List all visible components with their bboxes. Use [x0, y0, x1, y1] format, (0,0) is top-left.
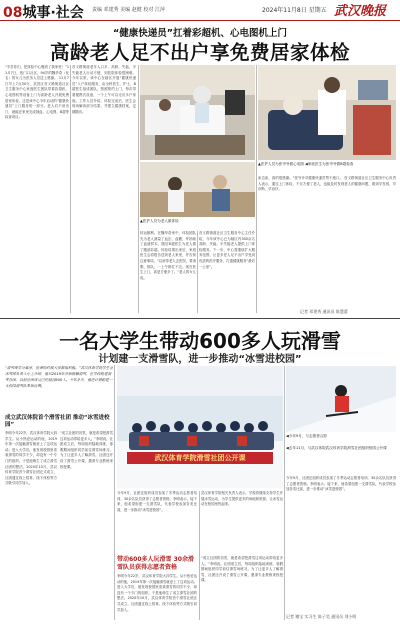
- column-rule: [284, 366, 285, 620]
- issue-date: 2024年11月8日 星期五: [262, 7, 327, 14]
- story2-lead: “滑雪课学分难拿，抢课的时候大家都很积极。”武汉体育学院学生会冰雪部负责人小王介绍，他从2019年开始接触滑雪，在学校组建滑雪社团，目前社团成员已经超过600人。今年冬天，他还计划组建一支校园滑雪队参加比赛。: [5, 366, 113, 388]
- story1-column-5: 床边床，真的很感谢。”张爷爷对健康快递员赞不绝口。 首义路街道社区卫生服务中心负责人表示，通过上门体检，不仅方便了老人，也能及时发现老人的健康问题，做到早发现、早诊断、早治疗。: [258, 176, 396, 192]
- column-rule: [199, 491, 200, 620]
- story1-photo-ecg: [258, 65, 396, 160]
- story2-headline: 一名大学生带动600多人玩滑雪: [59, 329, 341, 353]
- story1-column-4: 首义路街道社区卫生服务中心主任介绍，今年该中心已为辖区内300余名高龄、失能、半失能老人提供上门体检服务。下一步，中心将继续扩大服务范围，让更多老人足不出户享受到优质的医疗服务，打通健康服务“最后一公里”。: [199, 231, 255, 269]
- story1-headline: 高龄老人足不出户享免费居家体检: [49, 41, 350, 64]
- section-title: [3, 2, 84, 22]
- page-number: 08: [3, 5, 23, 21]
- story1-column-3: 转运顺利。在魏华奇家中，体检团队先为老人测量了血压、血糖，并抽取了血液样本，随后B超医生为老人做了腹部彩超。体检结果出来后，家庭医生会将报告送到老人家里，并告知注意事项。“以前带老人去医院，要请假、排队，一上午都忙不完。现在医生上门，真是方便多了。”老人的女儿说。: [140, 231, 196, 280]
- story2-column-3: 今年9月，社团还组织成员参加了冬季运动志愿者培训，30余名队员获得了志愿者资格。李明表示，接下来，他希望组建一支滑雪队，代表学校参加各类比赛，进一步推动“冰雪进校园”。: [117, 491, 197, 512]
- story1-column-2: 首义路街道老年人口多，高龄、失能、半失能老人行动不便，到医院体检很困难。今年以来，该中心在辖区开展“健康快递员”入户体检服务，由全科医生、护士、B超医生组成团队，按照预约上门，每次带着便携式设备，一个上午可以走访多户家庭。工作人员介绍，体检完成后，医生会现场解读部分结果，并建立健康档案，定期随访。: [72, 65, 136, 114]
- story2-column-2: “成立社团的初衷，就是希望把滑雪这项运动带给更多人。”李明说。社团成立后，每周组织陆地训练，寒假期间组织同学前往滑雪场练习。为了让更多人了解滑雪，社团还开设了滑雪公开课，邀请专业教练来校授课。: [60, 431, 113, 469]
- story1-credit: 记者 邓建秀 通讯员 陈慧蕾: [300, 309, 348, 314]
- story1-column-1: “辛苦你们，把体检中心搬到了我家里！”11月7日，热门口社区，94岁的魏华奇（化名）的女儿为医务人员送上感谢。 11月7日早上7点30分，武昌区首义路街道社区卫生服务中心家庭医生团队带着彩超机、心电图机等设备上门为高龄老人开展免费居家体检，这是该中心今年启动的“健康快递员”上门服务的一部分。老人们不用出门，就能在家里完成抽血、心电图、B超等检查项目。: [5, 65, 69, 120]
- story2-column-4: 武汉体育学院相关负责人表示，学校将继续支持学生开展冰雪运动，为学生提供更多的场地和资源，让冰雪运动在校园里热起来。: [201, 491, 283, 507]
- editors-line: 责编 邓建秀 美编 赵健 校对 江萍: [92, 7, 165, 13]
- divider: [0, 318, 400, 319]
- story2-kicker: 计划建一支滑雪队，进一步推动“冰雪进校园”: [98, 354, 302, 365]
- story2-column-5: 李明今年22岁，武汉体育学院大四学生。从小热爱运动的他，2019年第一次接触滑雪就爱上了这项运动。进入大学后，他发现校园里喜欢滑雪的同学不少，却没有一个专门的组织。于是他萌生了成立滑雪社团的想法。2020年10月，武汉体育学院首个滑雪社团正式成立，社团通过线上招募、线下体验等方式吸引同学加入。: [117, 574, 197, 612]
- story1-caption-1: ▲医护人员为张爷爷做心电图 ◀家庭医生为张爷爷做B超检查: [258, 162, 354, 166]
- page-header: [0, 0, 400, 21]
- section-name: 城事·社会: [22, 5, 84, 21]
- newspaper-logo: 武汉晚报: [334, 4, 387, 19]
- column-rule: [70, 65, 71, 313]
- story1-caption-2: ▲医护人员为老人做体检: [140, 219, 179, 223]
- club-banner: 武汉体育学院滑雪社团公开课: [154, 454, 246, 462]
- column-rule: [114, 365, 115, 620]
- story2-box-head: 成立武汉体院首个滑雪社团 推动“冰雪进校园”: [5, 415, 110, 428]
- column-rule: [197, 231, 198, 313]
- story2-column-7: 今年9月，社团还组织成员参加了冬季运动志愿者培训，30余名队员获得了志愿者资格。李明表示，接下来，他希望组建一支滑雪队，代表学校参加各类比赛，进一步推动“冰雪进校园”。: [286, 476, 396, 492]
- story2-subhead: 带动600多人玩滑雪 30余滑雪队员获得志愿者资格: [117, 556, 194, 571]
- story1-kicker: “健康快递员”扛着彩超机、心电图机上门: [113, 28, 287, 39]
- story2-caption-1: ◀去年11月，与武汉体院武汉体育学院滑雪社团组织校园公开课: [286, 446, 387, 450]
- story2-caption-2: ◀今年9月，与志愿者合影: [286, 434, 327, 438]
- story2-credit: 记者 谢宝 实习生 陈子昊 通讯员 刘小明: [286, 614, 357, 619]
- story2-skier-photo: [286, 366, 396, 432]
- story2-group-photo: [117, 366, 283, 488]
- story2-column-6: “成立社团的初衷，就是希望把滑雪这项运动带给更多人。”李明说。社团成立后，每周组织陆地训练，寒假期间组织同学前往滑雪场练习。为了让更多人了解滑雪，社团还开设了滑雪公开课，邀请专业教练来校授课。: [201, 556, 283, 583]
- column-rule: [138, 65, 139, 313]
- story1-photo-visit: [140, 162, 255, 217]
- story2-column-1: 李明今年22岁，武汉体育学院大四学生。从小热爱运动的他，2019年第一次接触滑雪就爱上了这项运动。进入大学后，他发现校园里喜欢滑雪的同学不少，却没有一个专门的组织。于是他萌生了成立滑雪社团的想法。2020年10月，武汉体育学院首个滑雪社团正式成立，社团通过线上招募、线下体验等方式吸引同学加入。: [5, 431, 57, 486]
- story1-photo-bscan: [140, 65, 255, 160]
- column-rule: [256, 65, 257, 313]
